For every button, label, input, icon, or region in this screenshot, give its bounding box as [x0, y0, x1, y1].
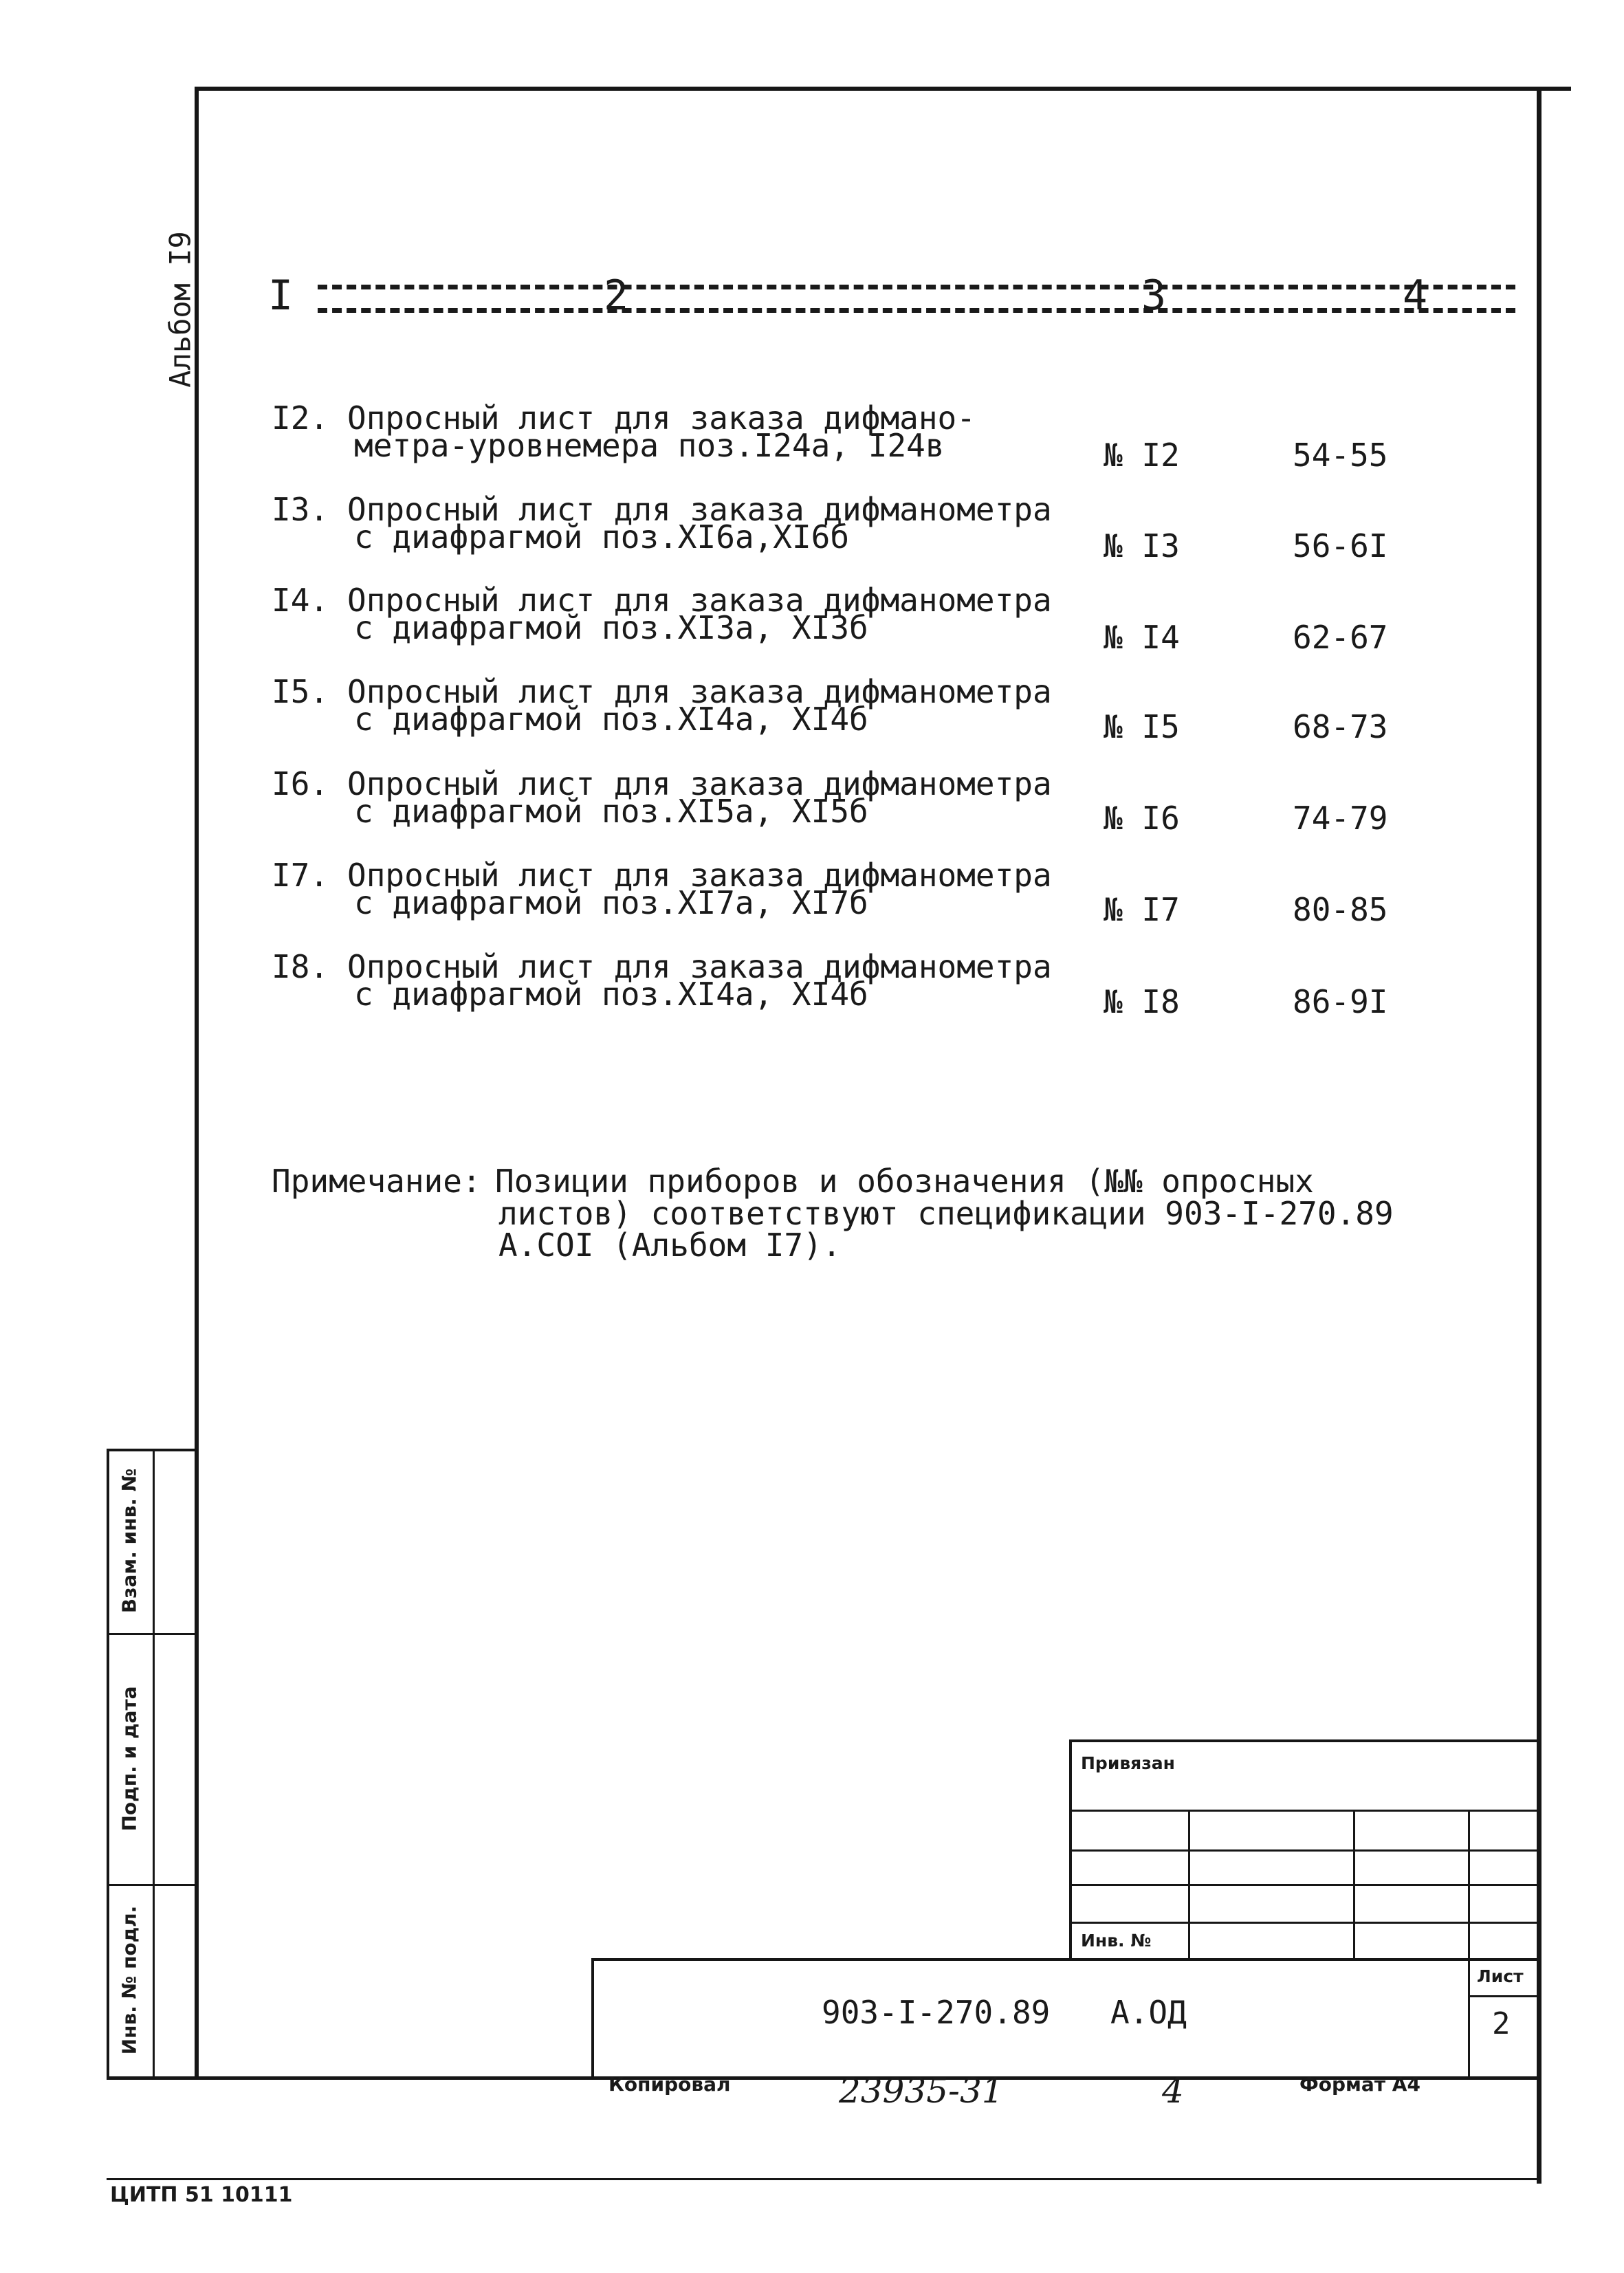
format-label: Формат А4 — [1299, 2073, 1420, 2096]
side-box-divider — [153, 1449, 155, 2078]
entry-title-line-2: с диафрагмой поз.XI4а, XI4б — [354, 701, 868, 738]
entry-pages: 80-85 — [1293, 891, 1388, 928]
entry-number: I2. — [272, 399, 329, 437]
kopiroval-label: Копировал — [608, 2073, 731, 2096]
entry-sheet-number: № I7 — [1104, 891, 1180, 928]
frame-top-border — [196, 87, 1571, 91]
stamp-col-2 — [1353, 1810, 1355, 1959]
album-side-label: Альбом I9 — [163, 231, 197, 388]
privyazan-label: Привязан — [1081, 1753, 1175, 1773]
handwritten-copy-number: 23935-31 — [839, 2071, 1004, 2111]
podp-data-label: Подп. и дата — [118, 1686, 141, 1832]
entry-title-line-1: Опросный лист для заказа дифманометра — [347, 857, 1052, 894]
side-box-rule-2 — [107, 1884, 196, 1886]
document-code: А.ОД — [1110, 1994, 1187, 2031]
entry-title-line-1: Опросный лист для заказа дифмано- — [347, 399, 976, 437]
entry-sheet-number: № I3 — [1104, 527, 1180, 564]
entry-title-line-2: с диафрагмой поз.XI4а, XI4б — [354, 976, 868, 1013]
entry-pages: 86-9I — [1293, 983, 1388, 1020]
entry-number: I8. — [272, 948, 329, 985]
note-line-3: А.СОI (Альбом I7). — [498, 1227, 842, 1264]
entry-title-line-2: с диафрагмой поз.XI3а, XI3б — [354, 609, 868, 646]
entry-title-line-2: с диафрагмой поз.XI6а,XI6б — [354, 518, 850, 556]
entry-number: I3. — [272, 491, 329, 528]
frame-right-border — [1537, 87, 1541, 2184]
stamp-col-1 — [1188, 1810, 1190, 1959]
entry-number: I5. — [272, 673, 329, 710]
note-line-1: Позиции приборов и обозначения (№№ опросных — [495, 1163, 1314, 1200]
column-number-2: 2 — [604, 272, 629, 320]
note-line-2: листов) соответствуют спецификации 903-I-270.89 — [498, 1195, 1394, 1232]
handwritten-mark: 4 — [1162, 2071, 1184, 2111]
entry-title-line-1: Опросный лист для заказа дифманометра — [347, 673, 1052, 710]
stamp-col-3 — [1468, 1810, 1470, 2078]
column-number-1: I — [268, 272, 294, 320]
entry-sheet-number: № I6 — [1104, 800, 1180, 837]
column-number-3: 3 — [1141, 272, 1167, 320]
entry-pages: 62-67 — [1293, 619, 1388, 656]
entry-title-line-1: Опросный лист для заказа дифманометра — [347, 582, 1052, 619]
main-stamp-left-edge — [591, 1958, 594, 2078]
entry-pages: 54-55 — [1293, 437, 1388, 474]
outer-trim-line — [107, 2178, 1537, 2180]
note-label: Примечание: — [272, 1163, 481, 1200]
side-box-rule-1 — [107, 1633, 196, 1635]
inv-no-label: Инв. № — [1081, 1931, 1152, 1951]
entry-title-line-1: Опросный лист для заказа дифманометра — [347, 948, 1052, 985]
header-dashed-line-top — [318, 285, 1515, 289]
inv-podl-label: Инв. № подл. — [118, 1905, 141, 2055]
entry-sheet-number: № I5 — [1104, 708, 1180, 745]
entry-pages: 68-73 — [1293, 708, 1388, 745]
document-designation: 903-I-270.89 — [822, 1994, 1051, 2031]
entry-title-line-1: Опросный лист для заказа дифманометра — [347, 765, 1052, 802]
entry-sheet-number: № I2 — [1104, 437, 1180, 474]
column-number-4: 4 — [1403, 272, 1428, 320]
sheet-cell-divider — [1468, 1995, 1538, 1997]
sheet-number: 2 — [1492, 2006, 1511, 2041]
entry-title-line-2: метра-уровнемера поз.I24а, I24в — [354, 427, 945, 464]
main-stamp-top-edge — [591, 1958, 1539, 1961]
entry-pages: 56-6I — [1293, 527, 1388, 564]
sheet-label: Лист — [1477, 1966, 1524, 1986]
entry-number: I6. — [272, 765, 329, 802]
entry-sheet-number: № I8 — [1104, 983, 1180, 1020]
entry-title-line-2: с диафрагмой поз.XI7а, XI7б — [354, 884, 868, 921]
header-dashed-line-bottom — [318, 308, 1515, 313]
entry-title-line-1: Опросный лист для заказа дифманометра — [347, 491, 1052, 528]
vzam-inv-label: Взам. инв. № — [118, 1468, 141, 1614]
stamp-top-edge — [1069, 1739, 1538, 1742]
org-imprint: ЦИТП 51 10111 — [110, 2183, 293, 2207]
entry-sheet-number: № I4 — [1104, 619, 1180, 656]
entry-number: I7. — [272, 857, 329, 894]
side-box-top-edge — [107, 1449, 196, 1451]
entry-pages: 74-79 — [1293, 800, 1388, 837]
entry-title-line-2: с диафрагмой поз.XI5а, XI5б — [354, 793, 868, 830]
entry-number: I4. — [272, 582, 329, 619]
side-box-left-edge — [107, 1449, 109, 2078]
